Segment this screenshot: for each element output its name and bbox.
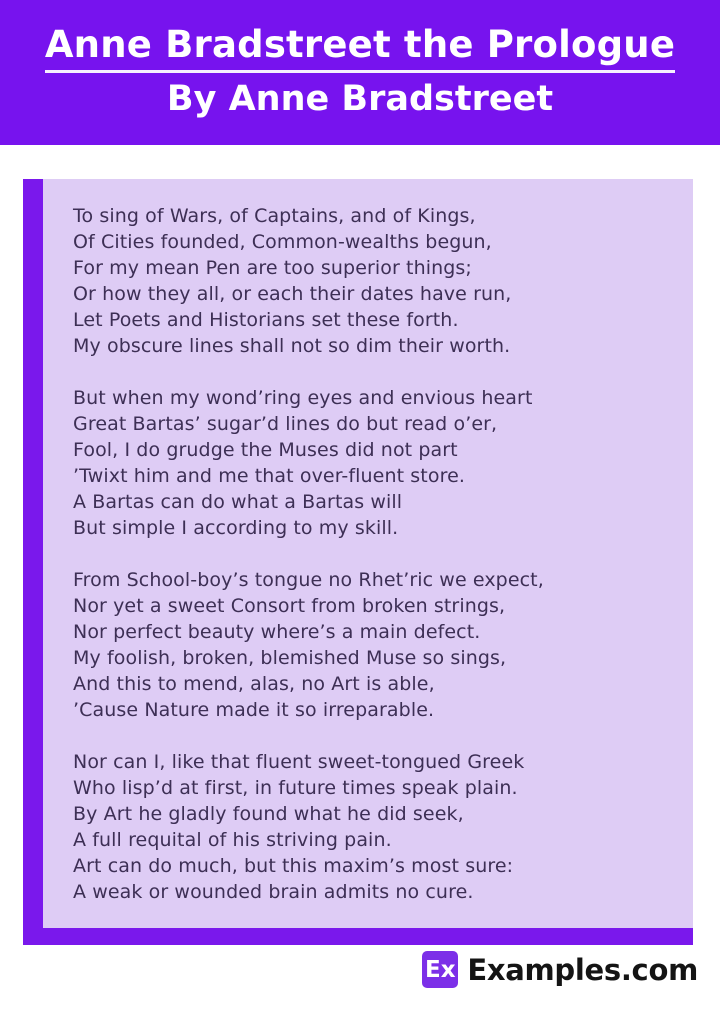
poem-line: Of Cities founded, Common-wealths begun, <box>73 231 492 253</box>
poem-line: Nor perfect beauty where’s a main defect. <box>73 621 481 643</box>
poem-stanza-2 <box>73 385 663 541</box>
poem-line: A weak or wounded brain admits no cure. <box>73 881 474 903</box>
poem-line: But when my wond’ring eyes and envious heart <box>73 387 533 409</box>
poem-line: Nor yet a sweet Consort from broken strings, <box>73 595 506 617</box>
poem-line: ’Cause Nature made it so irreparable. <box>73 699 435 721</box>
poem-line: To sing of Wars, of Captains, and of Kings, <box>73 205 476 227</box>
poem-line: Or how they all, or each their dates have run, <box>73 283 512 305</box>
poem-stanza-4 <box>73 749 663 905</box>
poem-line: Nor can I, like that fluent sweet-tongued Greek <box>73 751 525 773</box>
poem-line: Art can do much, but this maxim’s most sure: <box>73 855 514 877</box>
poem-content <box>43 179 673 928</box>
page-title-underlined-text: Anne Bradstreet the Prologue <box>45 23 675 73</box>
poem-line: By Art he gladly found what he did seek, <box>73 803 464 825</box>
header-banner <box>0 0 720 145</box>
poem-line: A full requital of his striving pain. <box>73 829 392 851</box>
examples-logo-badge: Ex <box>422 951 458 988</box>
poem-line: But simple I according to my skill. <box>73 517 399 539</box>
page-title <box>0 0 720 66</box>
poem-line: My foolish, broken, blemished Muse so sings, <box>73 647 507 669</box>
poem-line: And this to mend, alas, no Art is able, <box>73 673 435 695</box>
poem-line: Let Poets and Historians set these forth. <box>73 309 459 331</box>
bottom-accent-bar <box>23 928 693 945</box>
poem-line: ’Twixt him and me that over-fluent store. <box>73 465 466 487</box>
poem-panel <box>23 179 693 945</box>
poem-line: From School-boy’s tongue no Rhet’ric we expect, <box>73 569 544 591</box>
poem-line: Fool, I do grudge the Muses did not part <box>73 439 458 461</box>
poem-line: Who lisp’d at first, in future times speak plain. <box>73 777 518 799</box>
poem-line: My obscure lines shall not so dim their worth. <box>73 335 511 357</box>
footer-brand <box>0 951 720 988</box>
brand-text: Examples.com <box>467 952 698 987</box>
byline: By Anne Bradstreet <box>166 79 554 119</box>
poem-line: Great Bartas’ sugar’d lines do but read o’er, <box>73 413 498 435</box>
poem-line: A Bartas can do what a Bartas will <box>73 491 403 513</box>
poem-stanza-3 <box>73 567 663 723</box>
left-accent-bar <box>23 179 43 945</box>
poem-stanza-1 <box>73 203 663 359</box>
poem-line: For my mean Pen are too superior things; <box>73 257 472 279</box>
